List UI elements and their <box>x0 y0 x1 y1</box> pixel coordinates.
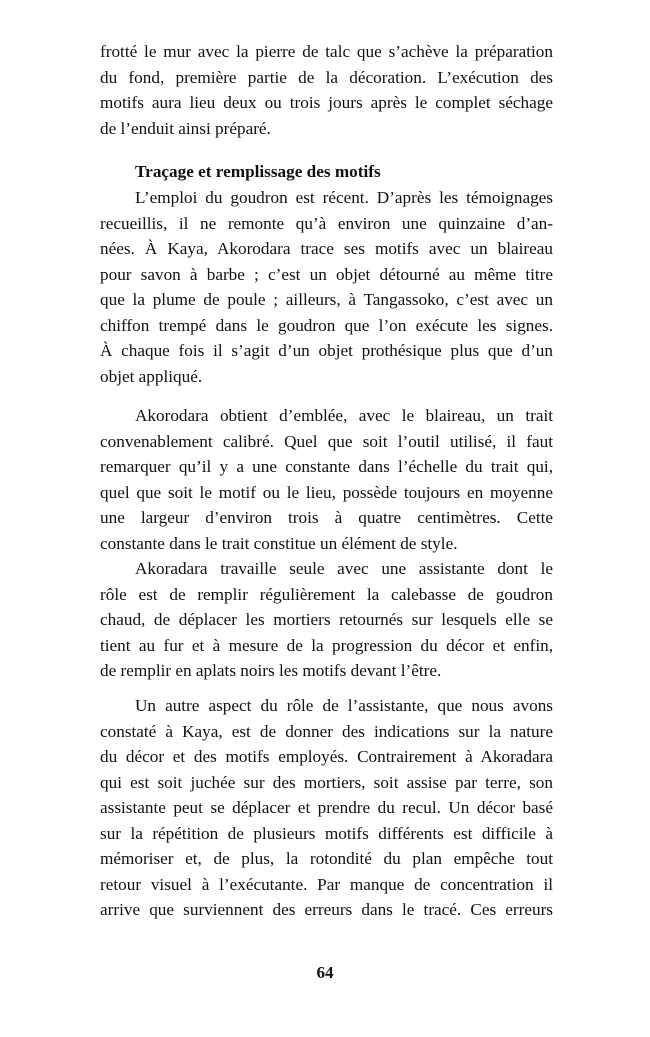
text-line: tient au fur et à mesure de la progression du décor et enfin, <box>100 635 553 655</box>
text-line: À chaque fois il s’agit d’un objet prothésique plus que d’un <box>100 341 553 360</box>
text-line: constante dans le trait constitue un élément de style. <box>100 533 458 553</box>
text-line: Un autre aspect du rôle de l’assistante, que nous avons <box>135 696 553 715</box>
text-line: constaté à Kaya, est de donner des indications sur la nature <box>100 721 553 741</box>
text-line: remarquer qu’il y a une constante dans l’échelle du trait qui, <box>100 457 553 476</box>
text-line: Akoradara travaille seule avec une assistante dont le <box>135 559 553 578</box>
text-line: chaud, de déplacer les mortiers retournés sur lesquels elle se <box>100 610 553 629</box>
text-line: de remplir en aplats noirs les motifs devant l’être. <box>100 661 442 680</box>
text-line: quel que soit le motif ou le lieu, possède toujours en moyenne <box>100 482 553 502</box>
text-line: motifs aura lieu deux ou trois jours après le complet séchage <box>100 93 553 112</box>
text-line: du fond, première partie de la décoration. L’exécution des <box>100 67 553 87</box>
section-heading: Traçage et remplissage des motifs <box>135 162 381 181</box>
text-line: objet appliqué. <box>100 366 203 386</box>
text-line: chiffon trempé dans le goudron que l’on exécute les signes. <box>100 315 553 335</box>
text-line: nées. À Kaya, Akorodara trace ses motifs avec un blaireau <box>100 239 553 258</box>
text-line: assistante peut se déplacer et prendre du recul. Un décor basé <box>100 798 553 817</box>
page-number: 64 <box>316 963 334 982</box>
text-line: Akorodara obtient d’emblée, avec le blaireau, un trait <box>135 406 553 425</box>
text-line: du décor et des motifs employés. Contrairement à Akoradara <box>100 747 553 766</box>
text-line: frotté le mur avec la pierre de talc que s’achève la préparation <box>100 42 553 61</box>
text-line: une largeur d’environ trois à quatre centimètres. Cette <box>100 508 553 527</box>
text-line: qui est soit juchée sur des mortiers, soit assise par terre, son <box>100 772 553 792</box>
text-line: rôle est de remplir régulièrement la calebasse de goudron <box>100 584 553 604</box>
text-line: pour savon à barbe ; c’est un objet détourné au même titre <box>100 264 553 284</box>
text-line: arrive que surviennent des erreurs dans le tracé. Ces erreurs <box>100 900 553 919</box>
text-line: sur la répétition de plusieurs motifs différents est difficile à <box>100 823 553 843</box>
text-line: de l’enduit ainsi préparé. <box>100 118 271 138</box>
text-line: convenablement calibré. Quel que soit l’outil utilisé, il faut <box>100 431 553 451</box>
text-line: retour visuel à l’exécutante. Par manque de concentration il <box>100 874 553 894</box>
text-line: mémoriser et, de plus, la rotondité du plan empêche tout <box>100 849 553 868</box>
text-line: recueillis, il ne remonte qu’à environ une quinzaine d’an- <box>100 213 553 233</box>
text-line: L’emploi du goudron est récent. D’après les témoignages <box>135 188 553 207</box>
text-line: que la plume de poule ; ailleurs, à Tangassoko, c’est avec un <box>100 290 553 309</box>
